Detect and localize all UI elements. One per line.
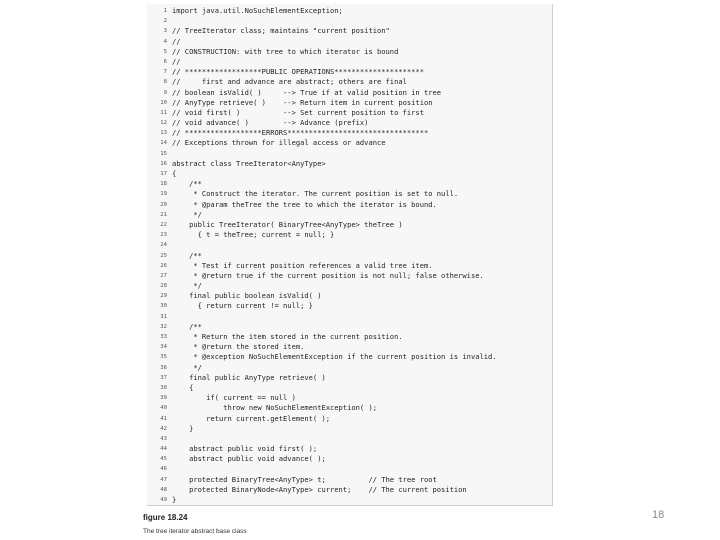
line-number: 17 <box>160 171 167 177</box>
line-number: 44 <box>160 446 167 453</box>
line-text: final public AnyType retrieve( ) <box>172 372 326 382</box>
line-number: 47 <box>160 476 167 483</box>
line-number: 29 <box>160 293 167 300</box>
line-number: 46 <box>160 466 167 473</box>
code-line <box>147 464 552 474</box>
code-line <box>147 495 552 505</box>
line-text: abstract class TreeIterator<AnyType> <box>172 158 326 168</box>
code-line <box>147 393 552 403</box>
line-number: 14 <box>160 140 167 147</box>
code-line <box>147 332 552 342</box>
code-line <box>147 403 552 413</box>
code-line <box>147 149 552 159</box>
code-line <box>147 220 552 230</box>
line-number: 40 <box>160 405 167 412</box>
line-text: // <box>172 56 181 66</box>
line-number: 12 <box>160 120 167 127</box>
code-line <box>147 291 552 301</box>
line-text: { <box>172 169 177 178</box>
code-line <box>147 230 552 240</box>
line-number: 11 <box>160 109 167 116</box>
line-number: 13 <box>160 130 167 137</box>
line-text: // TreeIterator class; maintains "current position" <box>172 26 390 36</box>
code-line <box>147 47 552 57</box>
code-lines <box>147 6 552 505</box>
line-text: * @exception NoSuchElementException if the current position is invalid. <box>172 352 497 362</box>
line-text: * Test if current position references a valid tree item. <box>172 260 433 270</box>
code-line <box>147 281 552 291</box>
line-text: // boolean isValid( ) --> True if at valid position in tree <box>172 87 442 97</box>
code-line <box>147 261 552 271</box>
code-line <box>147 301 552 311</box>
line-number: 24 <box>160 242 167 249</box>
code-line <box>147 57 552 67</box>
code-line <box>147 169 552 179</box>
line-number: 39 <box>160 395 167 402</box>
line-number: 25 <box>160 252 167 259</box>
line-number: 48 <box>160 486 167 493</box>
line-text: */ <box>172 362 202 372</box>
line-number: 33 <box>160 334 167 340</box>
line-text: * Construct the iterator. The current position is set to null. <box>172 189 459 199</box>
code-line <box>147 485 552 495</box>
line-number: 6 <box>163 58 167 65</box>
line-text: // CONSTRUCTION: with tree to which iterator is bound <box>172 46 399 56</box>
line-number: 18 <box>160 181 167 188</box>
line-text: /** <box>172 250 202 260</box>
line-number: 41 <box>160 415 167 422</box>
code-line <box>147 373 552 383</box>
line-number: 26 <box>160 262 167 269</box>
code-line <box>147 322 552 332</box>
line-text: // void advance( ) --> Advance (prefix) <box>172 118 369 128</box>
line-text: * @param theTree the tree to which the iterator is bound. <box>172 199 437 209</box>
line-text: /** <box>172 179 202 189</box>
line-text: // ******************ERRORS********************************* <box>172 128 429 138</box>
line-number: 36 <box>160 364 167 371</box>
line-number: 22 <box>160 221 167 228</box>
line-text: return current.getElement( ); <box>172 413 331 423</box>
line-number: 19 <box>160 191 167 198</box>
line-text: import java.util.NoSuchElementException; <box>172 6 343 15</box>
line-number: 28 <box>160 283 167 290</box>
line-number: 23 <box>160 232 167 239</box>
line-number: 10 <box>160 99 167 106</box>
page-number: 18 <box>652 509 665 521</box>
line-number: 7 <box>163 69 167 76</box>
line-number: 20 <box>160 201 167 208</box>
line-text: protected BinaryNode<AnyType> current; // The current position <box>172 484 467 494</box>
line-number: 3 <box>163 28 167 35</box>
line-number: 45 <box>160 456 167 463</box>
code-line <box>147 138 552 148</box>
line-number: 37 <box>160 374 167 381</box>
line-text: // void first( ) --> Set current position to first <box>172 107 424 117</box>
line-text: public TreeIterator( BinaryTree<AnyType> theTree ) <box>172 219 403 229</box>
line-text: if( current == null ) <box>172 393 296 403</box>
code-line <box>147 26 552 36</box>
code-line <box>147 88 552 98</box>
figure-label: figure 18.24 <box>143 513 188 522</box>
code-line <box>147 240 552 250</box>
code-line <box>147 352 552 362</box>
line-text: { t = theTree; current = null; } <box>172 230 335 240</box>
code-line <box>147 444 552 454</box>
line-number: 4 <box>163 38 167 45</box>
line-text: abstract public void first( ); <box>172 444 318 454</box>
code-line <box>147 189 552 199</box>
code-line <box>147 454 552 464</box>
line-number: 35 <box>160 354 167 361</box>
line-number: 21 <box>160 211 167 218</box>
code-line <box>147 200 552 210</box>
line-text: // first and advance are abstract; others are final <box>172 77 407 87</box>
line-number: 42 <box>160 425 167 432</box>
line-text: final public boolean isValid( ) <box>172 291 322 301</box>
code-line <box>147 312 552 322</box>
line-number: 38 <box>160 384 167 391</box>
line-text: * @return the stored item. <box>172 342 305 352</box>
line-text: throw new NoSuchElementException( ); <box>172 403 377 413</box>
code-line <box>147 179 552 189</box>
line-number: 2 <box>163 18 167 25</box>
line-text: /** <box>172 321 202 331</box>
line-number: 9 <box>163 89 167 96</box>
code-line <box>147 434 552 444</box>
code-line <box>147 424 552 434</box>
line-text: } <box>172 495 177 504</box>
line-text: // AnyType retrieve( ) --> Return item in current position <box>172 97 433 107</box>
line-number: 30 <box>160 303 167 310</box>
code-line <box>147 16 552 26</box>
code-line <box>147 37 552 47</box>
code-line <box>147 251 552 261</box>
line-number: 32 <box>160 323 167 330</box>
code-line <box>147 271 552 281</box>
line-number: 34 <box>160 344 167 351</box>
line-number: 49 <box>160 497 167 503</box>
line-number: 16 <box>160 160 167 167</box>
line-text: */ <box>172 281 202 291</box>
line-number: 31 <box>160 313 167 320</box>
code-line <box>147 118 552 128</box>
line-text: protected BinaryTree<AnyType> t; // The tree root <box>172 474 437 484</box>
code-line <box>147 363 552 373</box>
code-line <box>147 108 552 118</box>
code-line <box>147 98 552 108</box>
line-text: // ******************PUBLIC OPERATIONS********************* <box>172 67 424 77</box>
code-line <box>147 210 552 220</box>
code-line <box>147 383 552 393</box>
code-line <box>147 414 552 424</box>
line-text: */ <box>172 209 202 219</box>
line-number: 1 <box>163 8 167 14</box>
line-text: // <box>172 36 181 46</box>
line-text: * Return the item stored in the current position. <box>172 332 403 341</box>
line-number: 8 <box>163 79 167 86</box>
figure-caption: The tree iterator abstract base class <box>143 528 247 535</box>
code-listing-panel <box>147 4 553 506</box>
code-line <box>147 128 552 138</box>
line-number: 5 <box>163 48 167 55</box>
line-text: } <box>172 423 194 433</box>
code-line <box>147 6 552 16</box>
line-number: 27 <box>160 272 167 279</box>
code-line <box>147 342 552 352</box>
line-text: // Exceptions thrown for illegal access or advance <box>172 138 386 148</box>
line-text: abstract public void advance( ); <box>172 454 326 464</box>
code-line <box>147 77 552 87</box>
line-number: 15 <box>160 150 167 157</box>
line-text: { return current != null; } <box>172 301 313 311</box>
line-text: * @return true if the current position is not null; false otherwise. <box>172 270 484 280</box>
code-line <box>147 159 552 169</box>
line-text: { <box>172 382 194 392</box>
line-number: 43 <box>160 435 167 442</box>
code-line <box>147 475 552 485</box>
code-line <box>147 67 552 77</box>
